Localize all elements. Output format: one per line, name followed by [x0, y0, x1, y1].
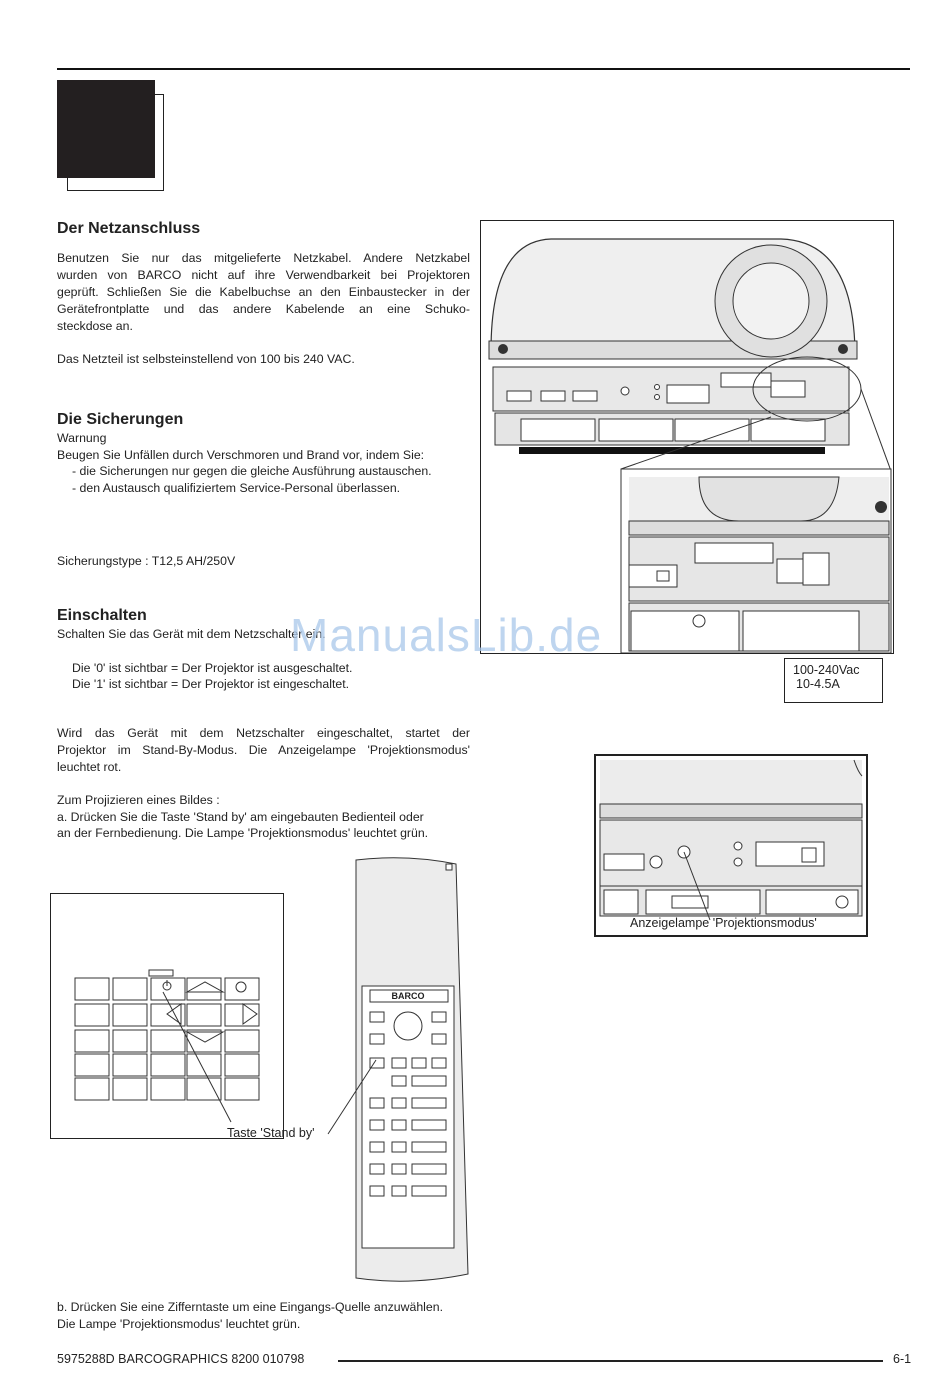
standby-label: Taste 'Stand by': [227, 1126, 315, 1140]
watermark: ManualsLib.de: [290, 609, 603, 661]
sicherungen-intro: Beugen Sie Unfällen durch Verschmoren und Brand vor, indem Sie:: [57, 448, 425, 462]
sicherungen-warning: Warnung: [57, 431, 107, 445]
step-a-line-2: an der Fernbedienung. Die Lampe 'Projektionsmodus' leuchtet grün.: [57, 826, 429, 840]
project-intro: Zum Projizieren eines Bildes :: [57, 793, 220, 807]
lamp-label: Anzeigelampe 'Projektionsmodus': [630, 916, 817, 930]
heading-sicherungen: Die Sicherungen: [57, 411, 184, 428]
state-off: Die '0' ist sichtbar = Der Projektor ist ausgeschaltet.: [72, 661, 353, 675]
rating-box: [784, 658, 883, 703]
lamp-panel-drawing: [596, 756, 866, 935]
sicherungen-bullet-1: - die Sicherungen nur gegen die gleiche Ausführung austauschen.: [72, 464, 432, 478]
remote-brand: BARCO: [391, 991, 425, 1001]
heading-netzanschluss: Der Netzanschluss: [57, 220, 201, 237]
projector-front-figure: [480, 220, 894, 654]
step-b-line-1: b. Drücken Sie eine Zifferntaste um eine Eingangs-Quelle anzuwählen.: [57, 1300, 443, 1314]
control-panel-drawing: [51, 894, 283, 1138]
chapter-block: [57, 80, 155, 178]
rating-current: 10-4.5A: [796, 677, 840, 691]
page-number: 6-1: [893, 1352, 912, 1366]
projector-drawing: [481, 221, 893, 653]
netz-voltage-text: Das Netzteil ist selbsteinstellend von 100 bis 240 VAC.: [57, 352, 355, 366]
step-b-line-2: Die Lampe 'Projektionsmodus' leuchtet grün.: [57, 1317, 301, 1331]
netz-line-4: Gerätefrontplatte und das andere Kabelende an eine Schuko-: [57, 302, 470, 316]
heading-einschalten: Einschalten: [57, 607, 147, 624]
top-rule: [57, 68, 910, 70]
remote-control-drawing: [300, 854, 470, 1288]
footer-rule: [338, 1360, 883, 1362]
netz-line-2: wurden von BARCO nicht auf ihre Verwendbarkeit bei Projektoren: [57, 268, 470, 282]
standby-line-3: leuchtet rot.: [57, 760, 122, 774]
standby-paragraph: [57, 725, 470, 776]
standby-line-2: Projektor im Stand-By-Modus. Die Anzeigelampe 'Projektionsmodus': [57, 743, 470, 757]
step-a-line-1: a. Drücken Sie die Taste 'Stand by' am eingebauten Bedienteil oder: [57, 810, 424, 824]
footer-doc-id: 5975288D BARCOGRAPHICS 8200 010798: [57, 1352, 305, 1366]
rating-voltage: 100-240Vac: [793, 663, 860, 677]
netz-paragraph: [57, 250, 470, 335]
sicherungen-bullet-2: - den Austausch qualifiziertem Service-Personal überlassen.: [72, 481, 401, 495]
control-panel-figure: [50, 893, 284, 1139]
netz-line-3: geprüft. Schließen Sie die Kabelbuchse an den Einbaustecker in der: [57, 285, 470, 299]
standby-line-1: Wird das Gerät mit dem Netzschalter eingeschaltet, startet der: [57, 726, 470, 740]
einschalten-line-1: Schalten Sie das Gerät mit dem Netzschalter ein.: [57, 627, 326, 641]
lamp-indicator-figure: [594, 754, 868, 937]
state-on: Die '1' ist sichtbar = Der Projektor ist eingeschaltet.: [72, 677, 350, 691]
fuse-type: Sicherungstype : T12,5 AH/250V: [57, 554, 236, 568]
netz-line-1: Benutzen Sie nur das mitgelieferte Netzkabel. Andere Netzkabel: [57, 251, 470, 265]
netz-line-5: steckdose an.: [57, 319, 133, 333]
